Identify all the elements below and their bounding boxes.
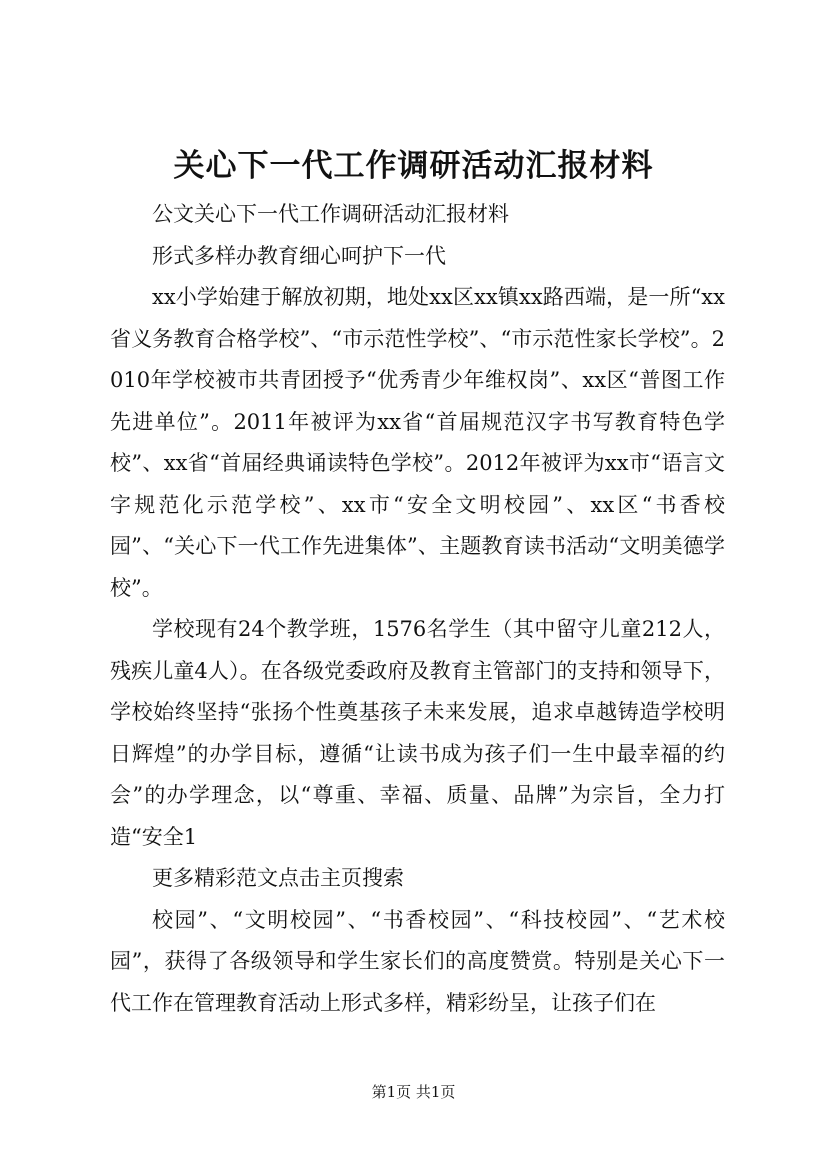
paragraph-heading: 形式多样办教育细心呵护下一代 (152, 243, 446, 268)
paragraph-more-link: 更多精彩范文点击主页搜索 (152, 866, 404, 890)
paragraph-school-intro: xx小学始建于解放初期，地处xx区xx镇xx路西端，是一所“xx省义务教育合格学校”、“市示范性学校”、“市示范性家长学校”。2010年学校被市共青团授予“优秀青少年维权岗”、xx区“普图工作先进单位”。2011年被评为xx省“首届规范汉字书写教育特色学校”、xx省“首届经典诵读特色学校”。2012年被评为xx市“语言文字规范化示范学校”、xx市“安全文明校园”、xx区“书香校园”、“关心下一代工作先进集体”、主题教育读书活动“文明美德学校”。 (110, 285, 725, 600)
paragraph-campus: 校园”、“文明校园”、“书香校园”、“科技校园”、“艺术校园”，获得了各级领导和学生家长们的高度赞赏。特别是关心下一代工作在管理教育活动上形式多样，精彩纷呈，让孩子们在 (110, 907, 725, 1015)
paragraph-school-status: 学校现有24个教学班，1576名学生（其中留守儿童212人，残疾儿童4人）。在各级党委政府及教育主管部门的支持和领导下，学校始终坚持“张扬个性奠基孩子未来发展，追求卓越铸造学校明日辉煌”的办学目标，遵循“让读书成为孩子们一生中最幸福的约会”的办学理念，以“尊重、幸福、质量、品牌”为宗旨，全力打造“安全1 (110, 617, 725, 849)
document-body (110, 194, 725, 1024)
paragraph-subtitle: 公文关心下一代工作调研活动汇报材料 (152, 202, 509, 226)
page-footer: 第1页 共1页 (371, 1083, 456, 1101)
document-title: 关心下一代工作调研活动汇报材料 (173, 148, 654, 184)
